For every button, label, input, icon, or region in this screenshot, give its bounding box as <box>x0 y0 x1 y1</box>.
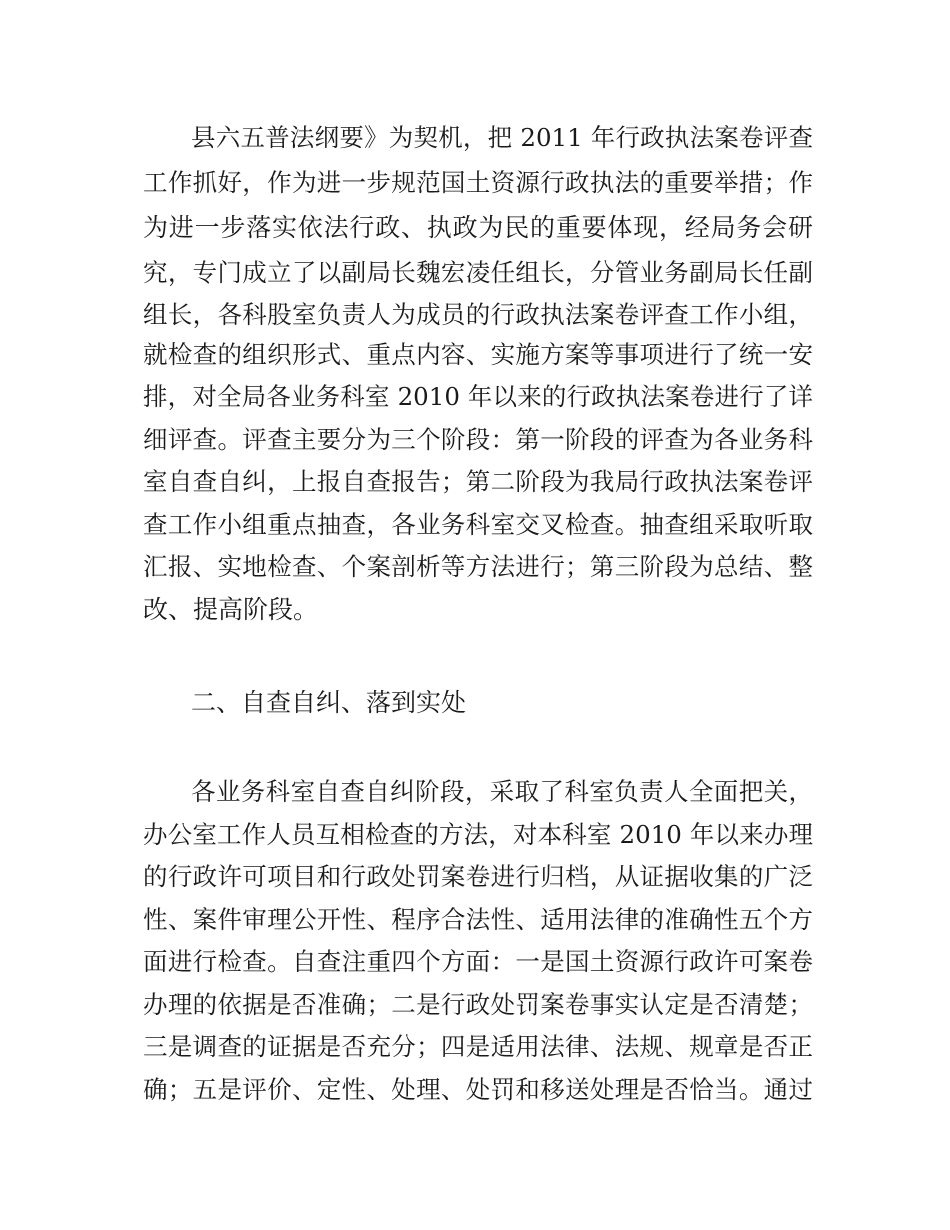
paragraph-2-line-2: 办公室工作人员互相检查的方法，对本科室 2010 年以来办理 <box>143 820 813 849</box>
paragraph-1-line-7: 排，对全局各业务科室 2010 年以来的行政执法案卷进行了详 <box>143 382 813 411</box>
paragraph-1-line-2: 工作抓好，作为进一步规范国土资源行政执法的重要举措；作 <box>143 168 813 197</box>
paragraph-1-line-12: 改、提高阶段。 <box>143 595 319 624</box>
paragraph-2-line-8: 确；五是评价、定性、处理、处罚和移送处理是否恰当。通过 <box>143 1075 813 1104</box>
paragraph-1-line-11: 汇报、实地检查、个案剖析等方法进行；第三阶段为总结、整 <box>143 552 813 581</box>
paragraph-1-line-5: 组长，各科股室负责人为成员的行政执法案卷评查工作小组， <box>143 300 813 329</box>
paragraph-2-line-5: 面进行检查。自查注重四个方面：一是国土资源行政许可案卷 <box>143 947 813 976</box>
paragraph-1-line-10: 查工作小组重点抽查，各业务科室交叉检查。抽查组采取听取 <box>143 510 813 539</box>
paragraph-2-line-6: 办理的依据是否准确；二是行政处罚案卷事实认定是否清楚； <box>143 990 813 1019</box>
paragraph-1-line-9: 室自查自纠，上报自查报告；第二阶段为我局行政执法案卷评 <box>143 467 813 496</box>
paragraph-2-line-4: 性、案件审理公开性、程序合法性、适用法律的准确性五个方 <box>143 905 813 934</box>
paragraph-1-line-8: 细评查。评查主要分为三个阶段：第一阶段的评查为各业务科 <box>143 425 813 454</box>
paragraph-1-line-1: 县六五普法纲要》为契机，把 2011 年行政执法案卷评查 <box>191 123 813 152</box>
paragraph-2-line-1: 各业务科室自查自纠阶段，采取了科室负责人全面把关， <box>191 777 813 806</box>
paragraph-1-line-6: 就检查的组织形式、重点内容、实施方案等事项进行了统一安 <box>143 340 813 369</box>
paragraph-1-line-3: 为进一步落实依法行政、执政为民的重要体现，经局务会研 <box>143 213 813 242</box>
paragraph-1-line-4: 究，专门成立了以副局长魏宏凌任组长，分管业务副局长任副 <box>143 258 813 287</box>
paragraph-2-line-3: 的行政许可项目和行政处罚案卷进行归档，从证据收集的广泛 <box>143 862 813 891</box>
paragraph-2-line-7: 三是调查的证据是否充分；四是适用法律、法规、规章是否正 <box>143 1032 813 1061</box>
section-heading: 二、自查自纠、落到实处 <box>191 688 467 717</box>
